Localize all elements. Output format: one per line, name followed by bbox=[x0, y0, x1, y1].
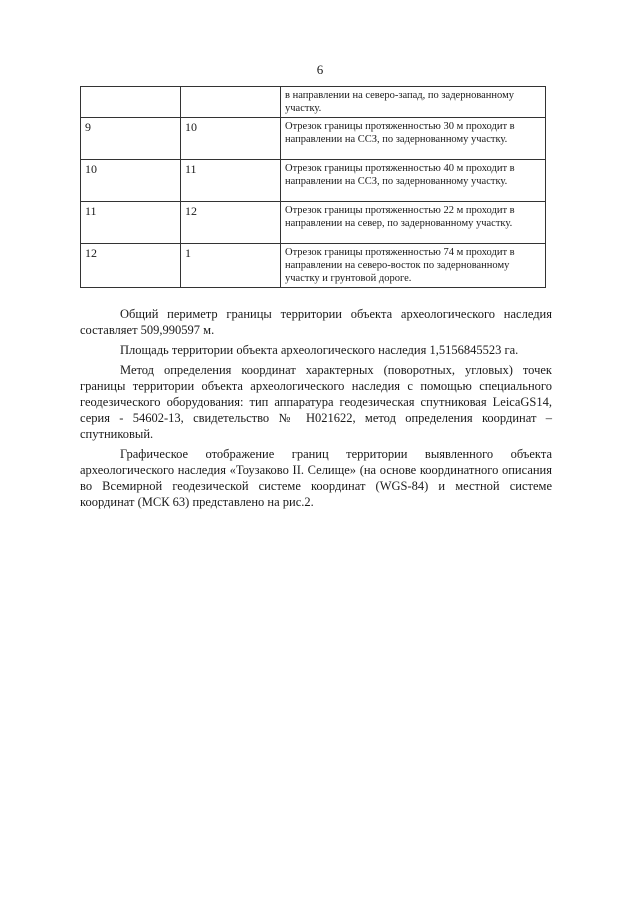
table-row bbox=[81, 118, 546, 160]
page-number: 6 bbox=[316, 62, 324, 77]
to-point-cell bbox=[181, 87, 281, 118]
from-point-cell: 9 bbox=[81, 118, 181, 160]
area-paragraph: Площадь территории объекта археологического наследия 1,5156845523 га. bbox=[120, 343, 519, 357]
from-point-cell: 12 bbox=[81, 244, 181, 288]
from-point-cell: 10 bbox=[81, 160, 181, 202]
to-point-cell: 1 bbox=[181, 244, 281, 288]
boundary-segments-table bbox=[80, 86, 546, 288]
segment-description-cell: Отрезок границы протяженностью 74 м проходит в направлении на северо-восток по задернованному участку и грунтовой дороге. bbox=[281, 244, 546, 288]
to-point-cell: 11 bbox=[181, 160, 281, 202]
body-text bbox=[80, 306, 552, 514]
to-point-cell: 10 bbox=[181, 118, 281, 160]
table-row bbox=[81, 87, 546, 118]
segment-description-cell: Отрезок границы протяженностью 30 м проходит в направлении на ССЗ, по задернованному участку. bbox=[281, 118, 546, 160]
segment-description-cell: в направлении на северо-запад, по задернованному участку. bbox=[281, 87, 546, 118]
perimeter-paragraph: Общий периметр границы территории объекта археологического наследия составляет 509,990597 м. bbox=[80, 307, 552, 337]
table-row bbox=[81, 160, 546, 202]
from-point-cell: 11 bbox=[81, 202, 181, 244]
graphic-representation-paragraph: Графическое отображение границ территории выявленного объекта археологического наследия «Тоузаково II. Селище» (на основе координатного описания во Всемирной геодезической системе координат (WGS-84) и местной системе координат (МСК 63) представлено на рис.2. bbox=[80, 447, 552, 509]
segment-description-cell: Отрезок границы протяженностью 40 м проходит в направлении на ССЗ, по задернованному участку. bbox=[281, 160, 546, 202]
segment-description-cell: Отрезок границы протяженностью 22 м проходит в направлении на север, по задернованному участку. bbox=[281, 202, 546, 244]
coordinate-method-paragraph: Метод определения координат характерных (поворотных, угловых) точек границы территории объекта археологического наследия с помощью специального геодезического оборудования: тип аппаратура геодезическая спутниковая LeicaGS14, серия - 54602-13, свидетельство № Н021622, метод определения координат – спутниковый. bbox=[80, 363, 552, 441]
table-row bbox=[81, 202, 546, 244]
to-point-cell: 12 bbox=[181, 202, 281, 244]
table-row bbox=[81, 244, 546, 288]
from-point-cell bbox=[81, 87, 181, 118]
